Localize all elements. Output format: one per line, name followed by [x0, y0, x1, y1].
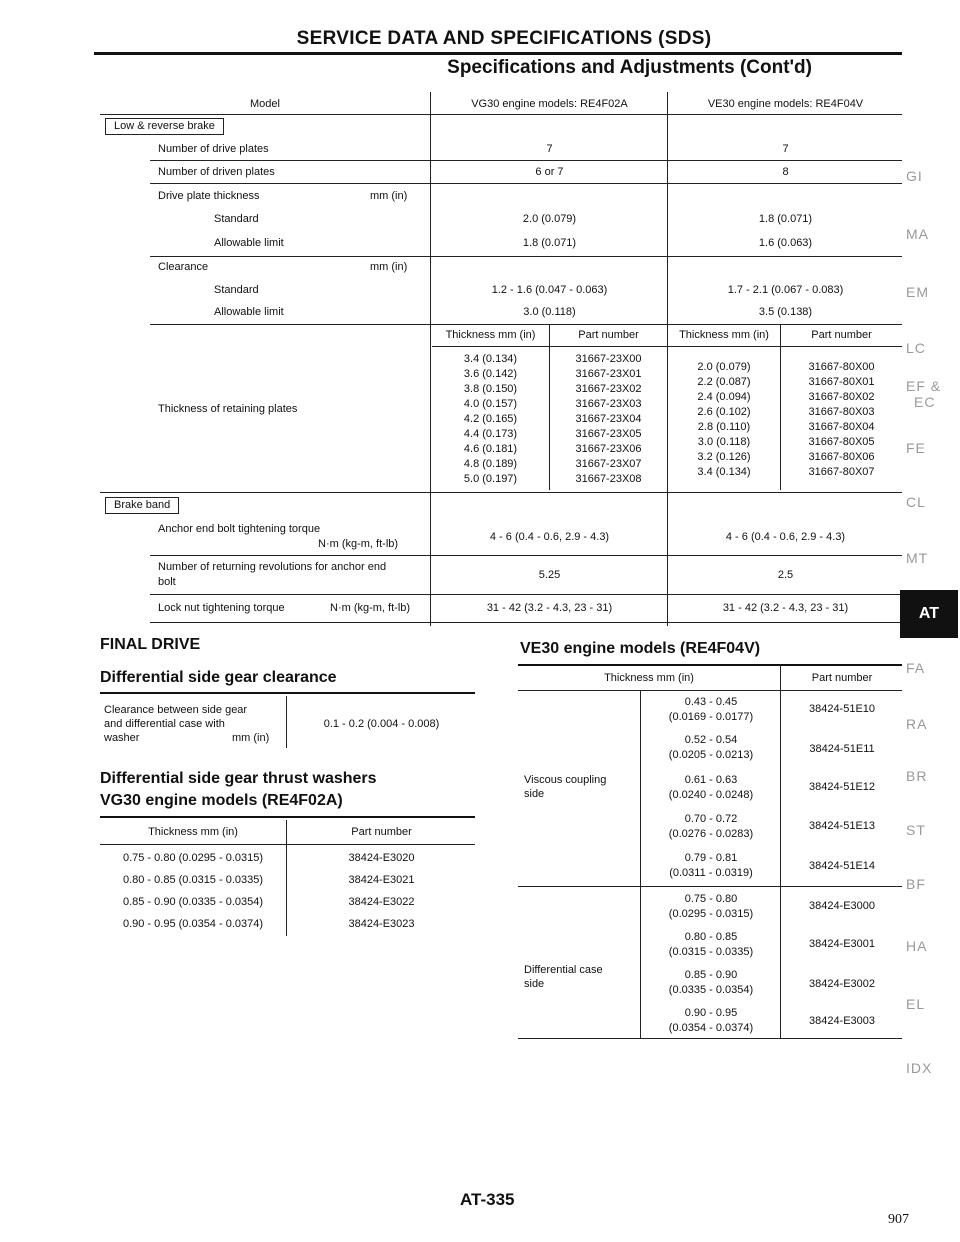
tab-el[interactable]: EL — [906, 996, 926, 1012]
vg30-clearance-standard: 1.2 - 1.6 (0.047 - 0.063) — [491, 284, 608, 296]
hdr-part-number: Part number — [351, 826, 412, 838]
row-mm: 0.80 - 0.85 — [684, 931, 738, 943]
ve30-locknut-torque: 31 - 42 (3.2 - 4.3, 23 - 31) — [722, 602, 849, 614]
section-brake-band: Brake band — [105, 497, 179, 514]
col-header-model: Model — [250, 98, 280, 110]
tab-mt[interactable]: MT — [906, 550, 929, 566]
row-mm: 0.70 - 0.72 — [684, 813, 738, 825]
clearance-label: washer — [104, 732, 140, 744]
heading-side-gear-clearance: Differential side gear clearance — [100, 669, 337, 686]
page-subtitle: Specifications and Adjustments (Cont'd) — [447, 57, 812, 78]
clearance-value: 0.1 - 0.2 (0.004 - 0.008) — [323, 718, 440, 730]
rule — [518, 664, 902, 666]
group-differential-case: Differential case — [524, 964, 603, 976]
list-item: 31667-23X08 — [575, 473, 642, 485]
label-drive-plate-thickness: Drive plate thickness — [158, 190, 260, 202]
section-low-reverse-brake: Low & reverse brake — [105, 118, 224, 135]
list-item: 3.0 (0.118) — [697, 436, 751, 448]
row-mm: 0.85 - 0.90 — [684, 969, 738, 981]
label-returning-revolutions: Number of returning revolutions for anchor end — [158, 561, 387, 573]
list-item: 31667-23X06 — [575, 443, 642, 455]
rule — [150, 183, 902, 184]
tab-bf[interactable]: BF — [906, 876, 926, 892]
label-allowable-limit: Allowable limit — [214, 306, 284, 318]
row-part: 38424-51E11 — [809, 743, 875, 755]
rule — [150, 160, 902, 161]
ve30-anchor-torque: 4 - 6 (0.4 - 0.6, 2.9 - 4.3) — [725, 531, 846, 543]
tab-ra[interactable]: RA — [906, 716, 928, 732]
list-item: 2.6 (0.102) — [697, 406, 751, 418]
washer-part: 38424-E3020 — [348, 852, 415, 864]
tab-gi[interactable]: GI — [906, 168, 923, 184]
tab-at-active[interactable]: AT — [900, 590, 958, 638]
hdr-thickness: Thickness mm (in) — [679, 329, 769, 341]
list-item: 31667-80X00 — [808, 361, 875, 373]
ve30-retaining-thickness-list — [668, 360, 780, 480]
divider — [286, 696, 287, 748]
ve30-clearance-allowable: 3.5 (0.138) — [758, 306, 813, 318]
label-standard: Standard — [214, 213, 259, 225]
row-mm: 0.43 - 0.45 — [684, 696, 738, 708]
ve30-drive-plates: 7 — [782, 143, 789, 155]
row-part: 38424-E3002 — [808, 978, 876, 990]
tab-br[interactable]: BR — [906, 768, 928, 784]
list-item: 4.2 (0.165) — [463, 413, 518, 425]
list-item: 31667-23X07 — [575, 458, 642, 470]
row-mm: 0.52 - 0.54 — [684, 734, 738, 746]
rule — [150, 256, 902, 257]
list-item: 3.6 (0.142) — [463, 368, 518, 380]
page-title: SERVICE DATA AND SPECIFICATIONS (SDS) — [296, 28, 712, 49]
tab-ma[interactable]: MA — [906, 226, 929, 242]
vg30-driven-plates: 6 or 7 — [535, 166, 564, 178]
hdr-thickness: Thickness mm (in) — [148, 826, 238, 838]
list-item: 2.2 (0.087) — [697, 376, 751, 388]
rule — [518, 690, 902, 691]
vg30-locknut-torque: 31 - 42 (3.2 - 4.3, 23 - 31) — [486, 602, 613, 614]
tab-ef[interactable]: EF & — [906, 378, 942, 394]
label-retaining-plates: Thickness of retaining plates — [158, 403, 298, 415]
vg30-drive-plates: 7 — [546, 143, 553, 155]
tab-idx[interactable]: IDX — [906, 1060, 933, 1076]
heading-thrust-washers: Differential side gear thrust washers — [100, 770, 377, 787]
ve30-clearance-standard: 1.7 - 2.1 (0.067 - 0.083) — [727, 284, 844, 296]
row-mm: 0.79 - 0.81 — [684, 852, 738, 864]
list-item: 4.6 (0.181) — [463, 443, 518, 455]
list-item: 4.8 (0.189) — [463, 458, 518, 470]
rule — [100, 692, 475, 694]
row-in: (0.0315 - 0.0335) — [668, 946, 754, 958]
list-item: 3.8 (0.150) — [463, 383, 518, 395]
rule — [150, 324, 902, 325]
list-item: 31667-23X01 — [575, 368, 642, 380]
col-header-ve30: VE30 engine models: RE4F04V — [707, 98, 864, 110]
row-in: (0.0335 - 0.0354) — [668, 984, 754, 996]
ve30-retaining-part-list — [781, 360, 902, 480]
col-header-vg30: VG30 engine models: RE4F02A — [471, 98, 628, 110]
row-mm: 0.90 - 0.95 — [684, 1007, 738, 1019]
washer-thickness: 0.85 - 0.90 (0.0335 - 0.0354) — [122, 896, 264, 908]
heading-vg30-models: VG30 engine models (RE4F02A) — [100, 792, 343, 809]
tab-st[interactable]: ST — [906, 822, 926, 838]
rule — [100, 114, 902, 115]
hdr-part-number: Part number — [811, 672, 873, 684]
hdr-part-number: Part number — [578, 329, 639, 341]
rule — [100, 816, 475, 818]
divider — [286, 820, 287, 936]
row-part: 38424-E3000 — [808, 900, 876, 912]
list-item: 3.2 (0.126) — [697, 451, 751, 463]
list-item: 3.4 (0.134) — [697, 466, 751, 478]
row-in: (0.0205 - 0.0213) — [668, 749, 754, 761]
list-item: 31667-80X01 — [808, 376, 875, 388]
tab-lc[interactable]: LC — [906, 340, 926, 356]
list-item: 31667-23X04 — [575, 413, 642, 425]
vg30-returning: 5.25 — [538, 569, 561, 581]
list-item: 5.0 (0.197) — [463, 473, 518, 485]
hdr-part-number: Part number — [811, 329, 872, 341]
row-part: 38424-51E13 — [808, 820, 876, 832]
row-in: (0.0276 - 0.0283) — [668, 828, 754, 840]
row-in: (0.0295 - 0.0315) — [668, 908, 754, 920]
group-viscous-coupling: Viscous coupling — [524, 774, 607, 786]
tab-ha[interactable]: HA — [906, 938, 928, 954]
clearance-label: and differential case with — [104, 718, 225, 730]
list-item: 4.4 (0.173) — [463, 428, 518, 440]
row-part: 38424-51E10 — [808, 703, 876, 715]
row-in: (0.0311 - 0.0319) — [669, 867, 753, 879]
heading-ve30-models: VE30 engine models (RE4F04V) — [520, 640, 761, 657]
row-in: (0.0354 - 0.0374) — [668, 1022, 754, 1034]
list-item: 3.4 (0.134) — [463, 353, 518, 365]
rule — [100, 492, 902, 493]
row-part: 38424-E3001 — [808, 938, 876, 950]
rule — [518, 1038, 902, 1039]
ve30-standard: 1.8 (0.071) — [758, 213, 813, 225]
page-number: 907 — [888, 1212, 909, 1227]
washer-part: 38424-E3021 — [348, 874, 415, 886]
label-locknut-torque: Lock nut tightening torque — [158, 602, 285, 614]
label-clearance: Clearance — [158, 261, 209, 273]
row-part: 38424-E3003 — [808, 1015, 876, 1027]
list-item: 2.4 (0.094) — [697, 391, 751, 403]
unit-mm-in: mm (in) — [370, 190, 408, 202]
rule — [150, 622, 902, 623]
row-mm: 0.61 - 0.63 — [684, 774, 738, 786]
title-rule — [94, 52, 902, 55]
list-item: 31667-23X03 — [575, 398, 642, 410]
hdr-thickness: Thickness mm (in) — [604, 672, 694, 684]
divider — [780, 664, 781, 1038]
list-item: 31667-23X00 — [575, 353, 642, 365]
unit-torque: N·m (kg-m, ft-lb) — [318, 538, 399, 550]
list-item: 31667-23X02 — [575, 383, 642, 395]
ve30-returning: 2.5 — [777, 569, 794, 581]
rule — [100, 844, 475, 845]
vg30-retaining-thickness-list — [432, 352, 549, 487]
row-part: 38424-51E12 — [808, 781, 876, 793]
list-item: 31667-80X07 — [808, 466, 875, 478]
washer-thickness: 0.80 - 0.85 (0.0315 - 0.0335) — [122, 874, 264, 886]
list-item: 31667-80X02 — [808, 391, 875, 403]
washer-part: 38424-E3022 — [348, 896, 415, 908]
list-item: 2.8 (0.110) — [697, 421, 751, 433]
group-differential-case: side — [524, 978, 545, 990]
unit-torque: N·m (kg-m, ft-lb) — [330, 602, 411, 614]
ve30-driven-plates: 8 — [782, 166, 789, 178]
washer-thickness: 0.90 - 0.95 (0.0354 - 0.0374) — [122, 918, 264, 930]
rule — [150, 594, 902, 595]
vg30-anchor-torque: 4 - 6 (0.4 - 0.6, 2.9 - 4.3) — [489, 531, 610, 543]
divider — [640, 690, 641, 1038]
vg30-clearance-allowable: 3.0 (0.118) — [523, 306, 576, 318]
list-item: 31667-80X03 — [808, 406, 875, 418]
list-item: 31667-80X05 — [808, 436, 875, 448]
label-driven-plates: Number of driven plates — [158, 166, 275, 178]
washer-part: 38424-E3023 — [348, 918, 415, 930]
row-mm: 0.75 - 0.80 — [684, 893, 738, 905]
row-in: (0.0240 - 0.0248) — [668, 789, 754, 801]
hdr-thickness: Thickness mm (in) — [445, 329, 536, 341]
group-viscous-coupling: side — [524, 788, 545, 800]
label-anchor-torque: Anchor end bolt tightening torque — [158, 523, 321, 535]
unit-mm-in: mm (in) — [370, 261, 408, 273]
list-item: 31667-80X04 — [808, 421, 875, 433]
washer-thickness: 0.75 - 0.80 (0.0295 - 0.0315) — [122, 852, 264, 864]
vg30-retaining-part-list — [550, 352, 667, 487]
tab-ec[interactable]: EC — [914, 394, 936, 410]
label-returning-revolutions-2: bolt — [158, 576, 176, 588]
vg30-allowable-limit: 1.8 (0.071) — [522, 237, 577, 249]
rule — [432, 346, 902, 347]
tab-fa[interactable]: FA — [906, 660, 926, 676]
tab-em[interactable]: EM — [906, 284, 929, 300]
rule — [150, 555, 902, 556]
row-in: (0.0169 - 0.0177) — [668, 711, 754, 723]
divider — [430, 92, 431, 626]
label-allowable-limit: Allowable limit — [214, 237, 284, 249]
list-item: 31667-23X05 — [575, 428, 642, 440]
rule — [518, 886, 902, 887]
list-item: 31667-80X06 — [808, 451, 875, 463]
tab-cl[interactable]: CL — [906, 494, 926, 510]
label-standard: Standard — [214, 284, 259, 296]
heading-final-drive: FINAL DRIVE — [100, 636, 201, 653]
unit-mm-in: mm (in) — [232, 732, 270, 744]
ve30-allowable-limit: 1.6 (0.063) — [758, 237, 813, 249]
row-part: 38424-51E14 — [808, 860, 876, 872]
list-item: 2.0 (0.079) — [697, 361, 751, 373]
list-item: 4.0 (0.157) — [463, 398, 518, 410]
tab-fe[interactable]: FE — [906, 440, 926, 456]
vg30-standard: 2.0 (0.079) — [522, 213, 577, 225]
clearance-label: Clearance between side gear — [104, 704, 248, 716]
page-code: AT-335 — [460, 1190, 515, 1209]
label-drive-plates: Number of drive plates — [158, 143, 269, 155]
